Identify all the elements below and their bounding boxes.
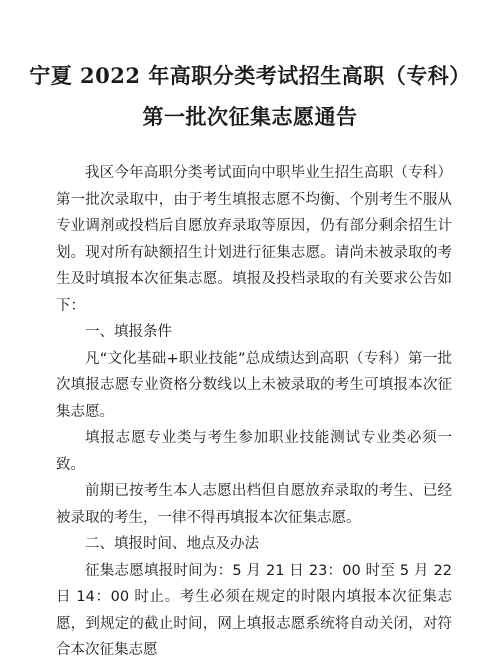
section-heading-time-place: 二、填报时间、地点及办法 (85, 536, 259, 552)
paragraph-intro: 我区今年高职分类考试面向中职毕业生招生高职（专科）第一批次录取中，由于考生填报志愿不均衡、个别考生不服从专业调剂或投档后自愿放弃录取等原因，仍有部分剩余招生计划。现对所有缺额招生计划进行征集志愿。请尚未被录取的考生及时填报本次征集志愿。填报及投档录取的有关要求公告如下： (56, 165, 452, 314)
section-heading-eligibility: 一、填报条件 (85, 324, 172, 340)
document-title-line-2: 第一批次征集志愿通告 (142, 104, 358, 129)
paragraph-time: 征集志愿填报时间为：5 月 21 日 23：00 时至 5 月 22 日 14：00 时止。考生必须在规定的时限内填报本次征集志愿，到规定的截止时间，网上填报志愿系统将自动关闭，对符合本次征集志愿 (56, 562, 452, 658)
document-title-line-1: 宁夏 2022 年高职分类考试招生高职（专科） (29, 63, 471, 88)
document-body (56, 160, 452, 664)
paragraph-eligibility: 凡“文化基础+职业技能”总成绩达到高职（专科）第一批次填报志愿专业资格分数线以上未被录取的考生可填报本次征集志愿。 (56, 350, 452, 420)
paragraph-major-category: 填报志愿专业类与考生参加职业技能测试专业类必须一致。 (56, 430, 452, 473)
paragraph-exclusion: 前期已按考生本人志愿出档但自愿放弃录取的考生、已经被录取的考生，一律不得再填报本次征集志愿。 (56, 483, 452, 526)
